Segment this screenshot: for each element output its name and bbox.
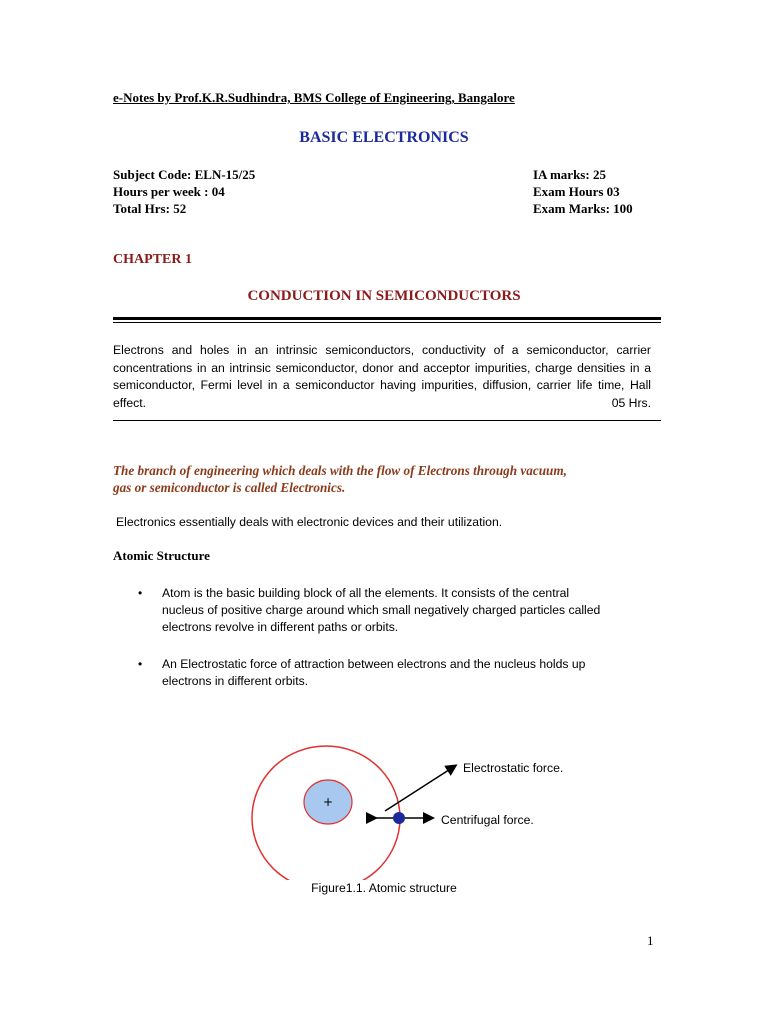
- bullet-icon: •: [138, 586, 143, 600]
- course-info-right: [533, 166, 633, 217]
- atomic-structure-heading: Atomic Structure: [113, 548, 210, 563]
- bullet-item-atom: [138, 585, 668, 645]
- chapter-title: CONDUCTION IN SEMICONDUCTORS: [247, 288, 521, 304]
- ia-marks: IA marks: 25: [533, 167, 606, 182]
- figure-caption: Figure1.1. Atomic structure: [311, 881, 457, 895]
- exam-marks: Exam Marks: 100: [533, 201, 633, 216]
- course-info-left: [113, 166, 255, 217]
- bullet-icon: •: [138, 657, 143, 671]
- bullet-line: nucleus of positive charge around which small negatively charged particles called: [162, 603, 601, 617]
- syllabus-hours: 05 Hrs.: [611, 395, 651, 410]
- definition-line-2: gas or semiconductor is called Electronics.: [113, 480, 346, 495]
- electrostatic-force-label: Electrostatic force.: [463, 761, 564, 775]
- intro-paragraph: Electronics essentially deals with electronic devices and their utilization.: [116, 515, 503, 529]
- chapter-syllabus: [113, 342, 651, 412]
- author-header: e-Notes by Prof.K.R.Sudhindra, BMS College of Engineering, Bangalore: [113, 90, 515, 105]
- divider-thick: [113, 317, 661, 320]
- centrifugal-force-label: Centrifugal force.: [441, 813, 534, 827]
- hours-per-week: Hours per week : 04: [113, 184, 225, 199]
- total-hours: Total Hrs: 52: [113, 201, 187, 216]
- bullet-line: Atom is the basic building block of all the elements. It consists of the central: [162, 586, 570, 600]
- electron: [393, 812, 405, 824]
- bullet-text: [162, 656, 662, 690]
- bullet-item-electrostatic: [138, 656, 668, 696]
- definition-line-1: The branch of engineering which deals with the flow of Electrons through vacuum,: [113, 463, 567, 478]
- bullet-line: An Electrostatic force of attraction between electrons and the nucleus holds up: [162, 657, 586, 671]
- bullet-text: [162, 585, 662, 636]
- electronics-definition: [113, 462, 653, 496]
- syllabus-text: Electrons and holes in an intrinsic semiconductors, conductivity of a semiconductor, carrier concentrations in an intrinsic semiconductor, donor and acceptor impurities, charge densities in a semiconductor, Fermi level in a semiconductor having impurities, diffusion, carrier life time, Hall effect.: [113, 343, 651, 410]
- divider-bottom: [113, 420, 661, 421]
- atomic-structure-figure: [240, 740, 600, 880]
- nucleus-charge-symbol: +: [322, 795, 334, 809]
- page-number: 1: [647, 933, 654, 948]
- chapter-label: CHAPTER 1: [113, 252, 192, 267]
- subject-code: Subject Code: ELN-15/25: [113, 167, 256, 182]
- electrostatic-force-arrow: [385, 766, 455, 811]
- course-title: BASIC ELECTRONICS: [299, 129, 469, 146]
- bullet-line: electrons in different orbits.: [162, 674, 309, 688]
- bullet-line: electrons revolve in different paths or orbits.: [162, 620, 399, 634]
- exam-hours: Exam Hours 03: [533, 184, 620, 199]
- divider-thin: [113, 322, 661, 323]
